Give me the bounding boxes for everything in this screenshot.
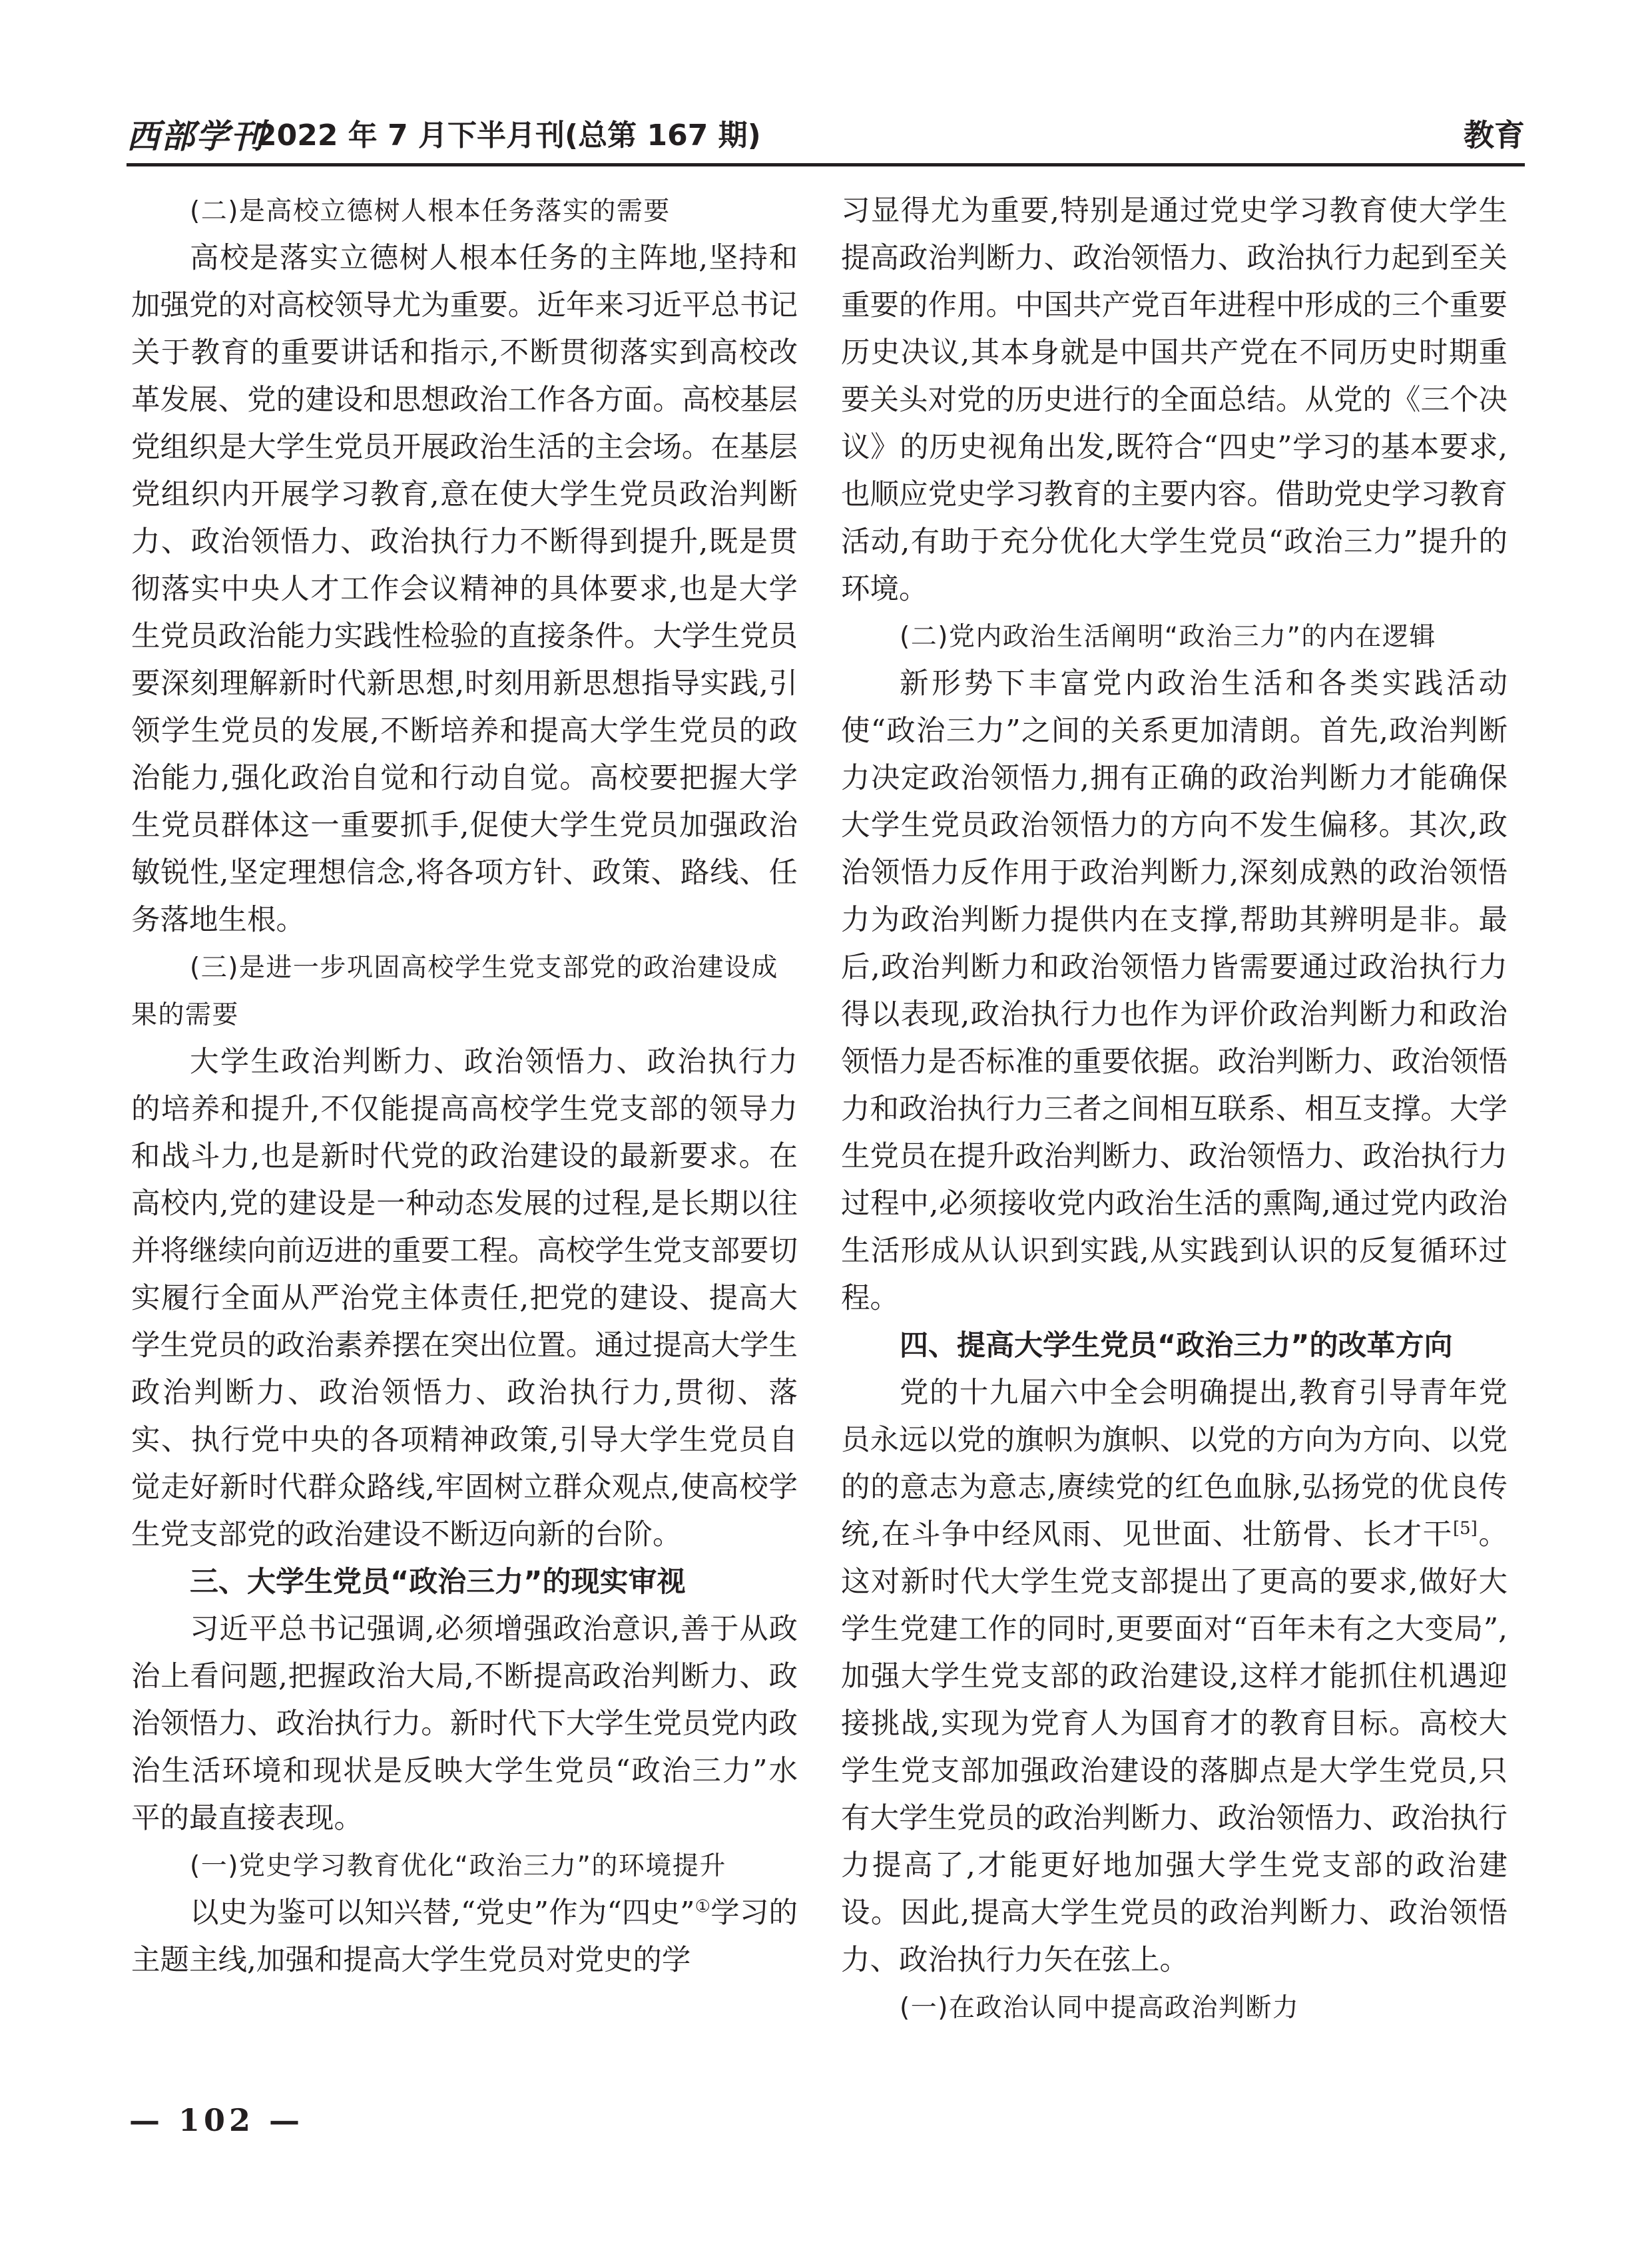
page-number: — 102 — — [129, 2102, 304, 2138]
paragraph: 习近平总书记强调,必须增强政治意识,善于从政治上看问题,把握政治大局,不断提高政治判断力、政治领悟力、政治执行力。新时代下大学生党员党内政治生活环境和现状是反映大学生党员“政治三力”水平的最直接表现。 — [131, 1613, 798, 1835]
section-name: 教育 — [1464, 117, 1525, 153]
left-column — [131, 188, 798, 1984]
paragraph-text: 以史为鉴可以知兴替,“党史”作为“四史” — [190, 1896, 695, 1930]
journal-logo: 西部学刊 — [127, 117, 265, 156]
paragraph: 新形势下丰富党内政治生活和各类实践活动使“政治三力”之间的关系更加清朗。首先,政治判断力决定政治领悟力,拥有正确的政治判断力才能确保大学生党员政治领悟力的方向不发生偏移。其次,政治领悟力反作用于政治判断力,深刻成熟的政治领悟力为政治判断力提供内在支撑,帮助其辨明是非。最后,政治判断力和政治领悟力皆需要通过政治执行力得以表现,政治执行力也作为评价政治判断力和政治领悟力是否标准的重要依据。政治判断力、政治领悟力和政治执行力三者之间相互联系、相互支撑。大学生党员在提升政治判断力、政治领悟力、政治执行力过程中,必须接收党内政治生活的熏陶,通过党内政治生活形成从认识到实践,从实践到认识的反复循环过程。 — [841, 667, 1508, 1315]
footnote-marker: ① — [694, 1896, 711, 1917]
subsection-title: (二)是高校立德树人根本任务落实的需要 — [190, 196, 671, 226]
paragraph-text: 党的十九届六中全会明确提出,教育引导青年党员永远以党的旗帜为旗帜、以党的方向为方向、以党的的意志为意志,赓续党的红色血脉,弘扬党的优良传统,在斗争中经风雨、见世面、壮筋骨、长才干 — [841, 1376, 1508, 1551]
paragraph-text: 学习的主题主线,加强和提高大学生党员对党史的学 — [131, 1896, 798, 1977]
section-heading: 四、提高大学生党员“政治三力”的改革方向 — [900, 1329, 1453, 1362]
issue-info: 2022 年 7 月下半月刊(总第 167 期) — [256, 119, 761, 152]
paragraph — [131, 1890, 798, 1984]
page-header — [127, 110, 1525, 170]
subsection-title: (一)党史学习教育优化“政治三力”的环境提升 — [190, 1851, 726, 1881]
paragraph-continued: 习显得尤为重要,特别是通过党史学习教育使大学生提高政治判断力、政治领悟力、政治执行力起到至关重要的作用。中国共产党百年进程中形成的三个重要历史决议,其本身就是中国共产党在不同历史时期重要关头对党的历史进行的全面总结。从党的《三个决议》的历史视角出发,既符合“四史”学习的基本要求,也顺应党史学习教育的主要内容。借助党史学习教育活动,有助于充分优化大学生党员“政治三力”提升的环境。 — [841, 194, 1508, 606]
section-heading: 三、大学生党员“政治三力”的现实审视 — [190, 1565, 686, 1599]
header-divider — [127, 163, 1525, 166]
paragraph: 大学生政治判断力、政治领悟力、政治执行力的培养和提升,不仅能提高高校学生党支部的领导力和战斗力,也是新时代党的政治建设的最新要求。在高校内,党的建设是一种动态发展的过程,是长期以往并将继续向前迈进的重要工程。高校学生党支部要切实履行全面从严治党主体责任,把党的建设、提高大学生党员的政治素养摆在突出位置。通过提高大学生政治判断力、政治领悟力、政治执行力,贯彻、落实、执行党中央的各项精神政策,引导大学生党员自觉走好新时代群众路线,牢固树立群众观点,使高校学生党支部党的政治建设不断迈向新的台阶。 — [131, 1045, 798, 1551]
subsection-title: (三)是进一步巩固高校学生党支部党的政治建设成果的需要 — [131, 953, 778, 1030]
paragraph-text: 。这对新时代大学生党支部提出了更高的要求,做好大学生党建工作的同时,更要面对“百年未有之大变局”,加强大学生党支部的政治建设,这样才能抓住机遇迎接挑战,实现为党育人为国育才的教育目标。高校大学生党支部加强政治建设的落脚点是大学生党员,只有大学生党员的政治判断力、政治领悟力、政治执行力提高了,才能更好地加强大学生党支部的政治建设。因此,提高大学生党员的政治判断力、政治领悟力、政治执行力矢在弦上。 — [841, 1518, 1508, 1977]
citation-marker: [5] — [1452, 1518, 1478, 1539]
subsection-title: (二)党内政治生活阐明“政治三力”的内在逻辑 — [900, 622, 1436, 652]
paragraph — [841, 1370, 1508, 1984]
paragraph: 高校是落实立德树人根本任务的主阵地,坚持和加强党的对高校领导尤为重要。近年来习近平总书记关于教育的重要讲话和指示,不断贯彻落实到高校改革发展、党的建设和思想政治工作各方面。高校基层党组织是大学生党员开展政治生活的主会场。在基层党组织内开展学习教育,意在使大学生党员政治判断力、政治领悟力、政治执行力不断得到提升,既是贯彻落实中央人才工作会议精神的具体要求,也是大学生党员政治能力实践性检验的直接条件。大学生党员要深刻理解新时代新思想,时刻用新思想指导实践,引领学生党员的发展,不断培养和提高大学生党员的政治能力,强化政治自觉和行动自觉。高校要把握大学生党员群体这一重要抓手,促使大学生党员加强政治敏锐性,坚定理想信念,将各项方针、政策、路线、任务落地生根。 — [131, 242, 798, 937]
subsection-title: (一)在政治认同中提高政治判断力 — [900, 1993, 1300, 2023]
right-column — [841, 188, 1508, 2032]
